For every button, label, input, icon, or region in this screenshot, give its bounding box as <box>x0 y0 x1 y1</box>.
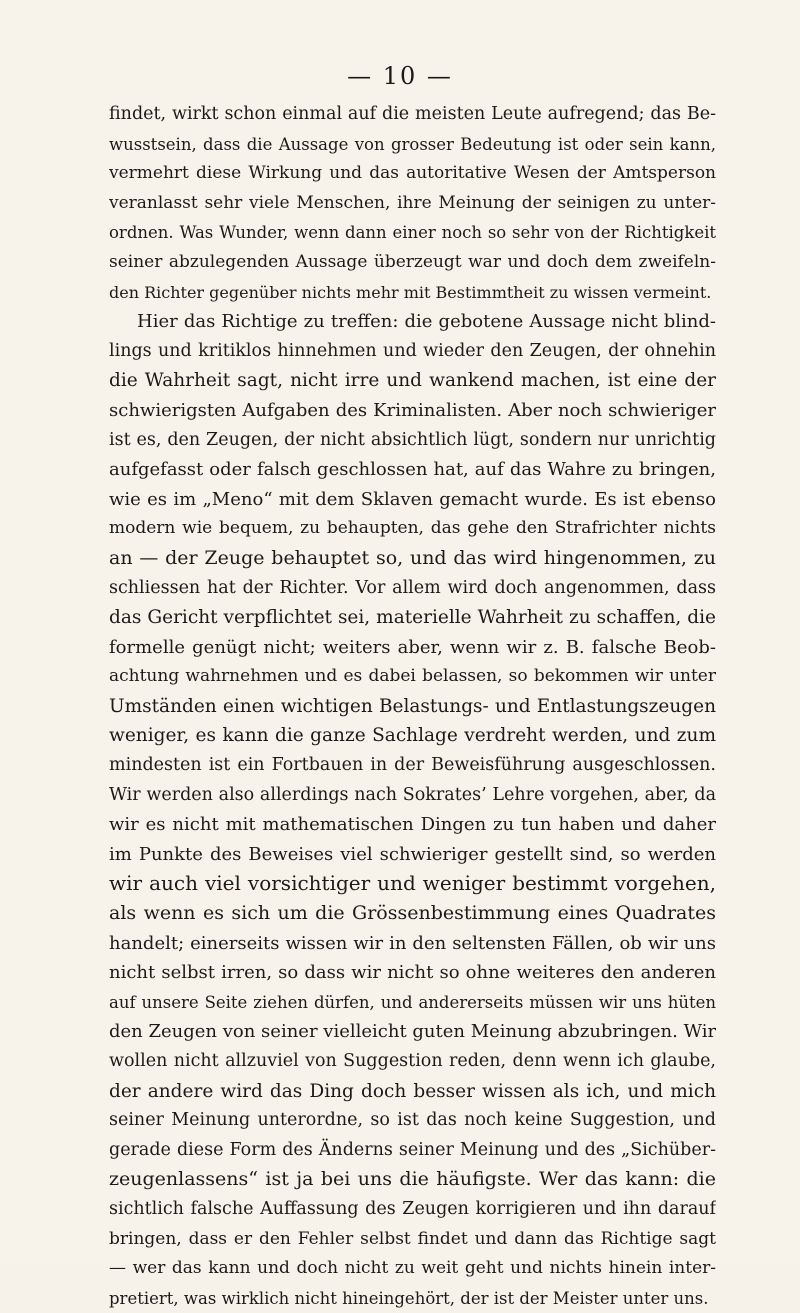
text-line: wie es im „Meno“ mit dem Sklaven gemacht wurde. Es ist ebenso <box>109 488 716 510</box>
text-line: zeugenlassens“ ist ja bei uns die häufigste. Wer das kann: die <box>109 1168 716 1191</box>
text-line: ordnen. Was Wunder, wenn dann einer noch so sehr von der Richtigkeit <box>109 223 716 243</box>
text-line: handelt; einerseits wissen wir in den seltensten Fällen, ob wir uns <box>109 932 716 954</box>
text-line: wollen nicht allzuviel von Suggestion reden, denn wenn ich glaube, <box>109 1051 716 1071</box>
text-line: modern wie bequem, zu behaupten, das gehe den Strafrichter nichts <box>109 518 716 539</box>
text-line: auf unsere Seite ziehen dürfen, und andererseits müssen wir uns hüten <box>109 992 716 1012</box>
text-line: das Gericht verpflichtet sei, materielle Wahrheit zu schaffen, die <box>109 607 716 629</box>
text-line: vermehrt diese Wirkung und das autoritative Wesen der Amtsperson <box>109 163 716 184</box>
text-line: den Richter gegenüber nichts mehr mit Bestimmtheit zu wissen vermeint. <box>109 282 712 302</box>
text-line: seiner abzulegenden Aussage überzeugt war und doch dem zweifeln- <box>109 251 716 272</box>
text-line: achtung wahrnehmen und es dabei belassen, so bekommen wir unter <box>109 666 716 687</box>
page-number-header: — 10 — <box>347 62 453 90</box>
text-line: schliessen hat der Richter. Vor allem wird doch angenommen, dass <box>109 577 716 598</box>
text-line: weniger, es kann die ganze Sachlage verdreht werden, und zum <box>109 725 716 747</box>
text-line: lings und kritiklos hinnehmen und wieder den Zeugen, der ohnehin <box>109 340 716 361</box>
text-line: wir es nicht mit mathematischen Dingen zu tun haben und daher <box>109 814 716 836</box>
text-line: formelle genügt nicht; weiters aber, wenn wir z. B. falsche Beob- <box>109 636 716 658</box>
text-line: als wenn es sich um die Grössenbestimmung eines Quadrates <box>109 902 716 925</box>
text-line: schwierigsten Aufgaben des Kriminalisten. Aber noch schwieriger <box>109 399 716 421</box>
body-text <box>109 100 716 1313</box>
text-line: den Zeugen von seiner vielleicht guten Meinung abzubringen. Wir <box>109 1021 716 1043</box>
text-line: sichtlich falsche Auffassung des Zeugen korrigieren und ihn darauf <box>109 1198 716 1219</box>
text-line: seiner Meinung unterordne, so ist das noch keine Suggestion, und <box>109 1110 716 1131</box>
text-line: aufgefasst oder falsch geschlossen hat, auf das Wahre zu bringen, <box>109 459 716 481</box>
text-line: Umständen einen wichtigen Belastungs- und Entlastungszeugen <box>109 695 716 717</box>
text-line: findet, wirkt schon einmal auf die meisten Leute aufregend; das Be- <box>109 104 716 124</box>
text-line: — wer das kann und doch nicht zu weit geht und nichts hinein inter- <box>109 1258 716 1279</box>
text-line: an — der Zeuge behauptet so, und das wird hingenommen, zu <box>109 546 716 569</box>
text-line: die Wahrheit sagt, nicht irre und wankend machen, ist eine der <box>109 370 716 392</box>
text-line: im Punkte des Beweises viel schwieriger gestellt sind, so werden <box>109 843 716 865</box>
text-line: veranlasst sehr viele Menschen, ihre Meinung der seinigen zu unter- <box>109 192 716 213</box>
text-line: mindesten ist ein Fortbauen in der Beweisführung ausgeschlossen. <box>109 755 716 776</box>
text-line: ist es, den Zeugen, der nicht absichtlich lügt, sondern nur unrichtig <box>109 429 716 450</box>
text-line: wusstsein, dass die Aussage von grosser Bedeutung ist oder sein kann, <box>109 134 716 154</box>
text-line: der andere wird das Ding doch besser wissen als ich, und mich <box>109 1080 716 1102</box>
text-line: bringen, dass er den Fehler selbst findet und dann das Richtige sagt <box>109 1228 716 1249</box>
text-line: pretiert, was wirklich nicht hineingehört, der ist der Meister unter uns. <box>109 1288 709 1308</box>
text-line: Hier das Richtige zu treffen: die gebotene Aussage nicht blind- <box>137 311 716 333</box>
text-line: wir auch viel vorsichtiger und weniger bestimmt vorgehen, <box>109 871 716 896</box>
text-line: nicht selbst irren, so dass wir nicht so ohne weiteres den anderen <box>109 962 716 984</box>
text-line: Wir werden also allerdings nach Sokrates’ Lehre vorgehen, aber, da <box>109 784 716 805</box>
text-line: gerade diese Form des Änderns seiner Meinung und des „Sichüber- <box>109 1139 716 1160</box>
